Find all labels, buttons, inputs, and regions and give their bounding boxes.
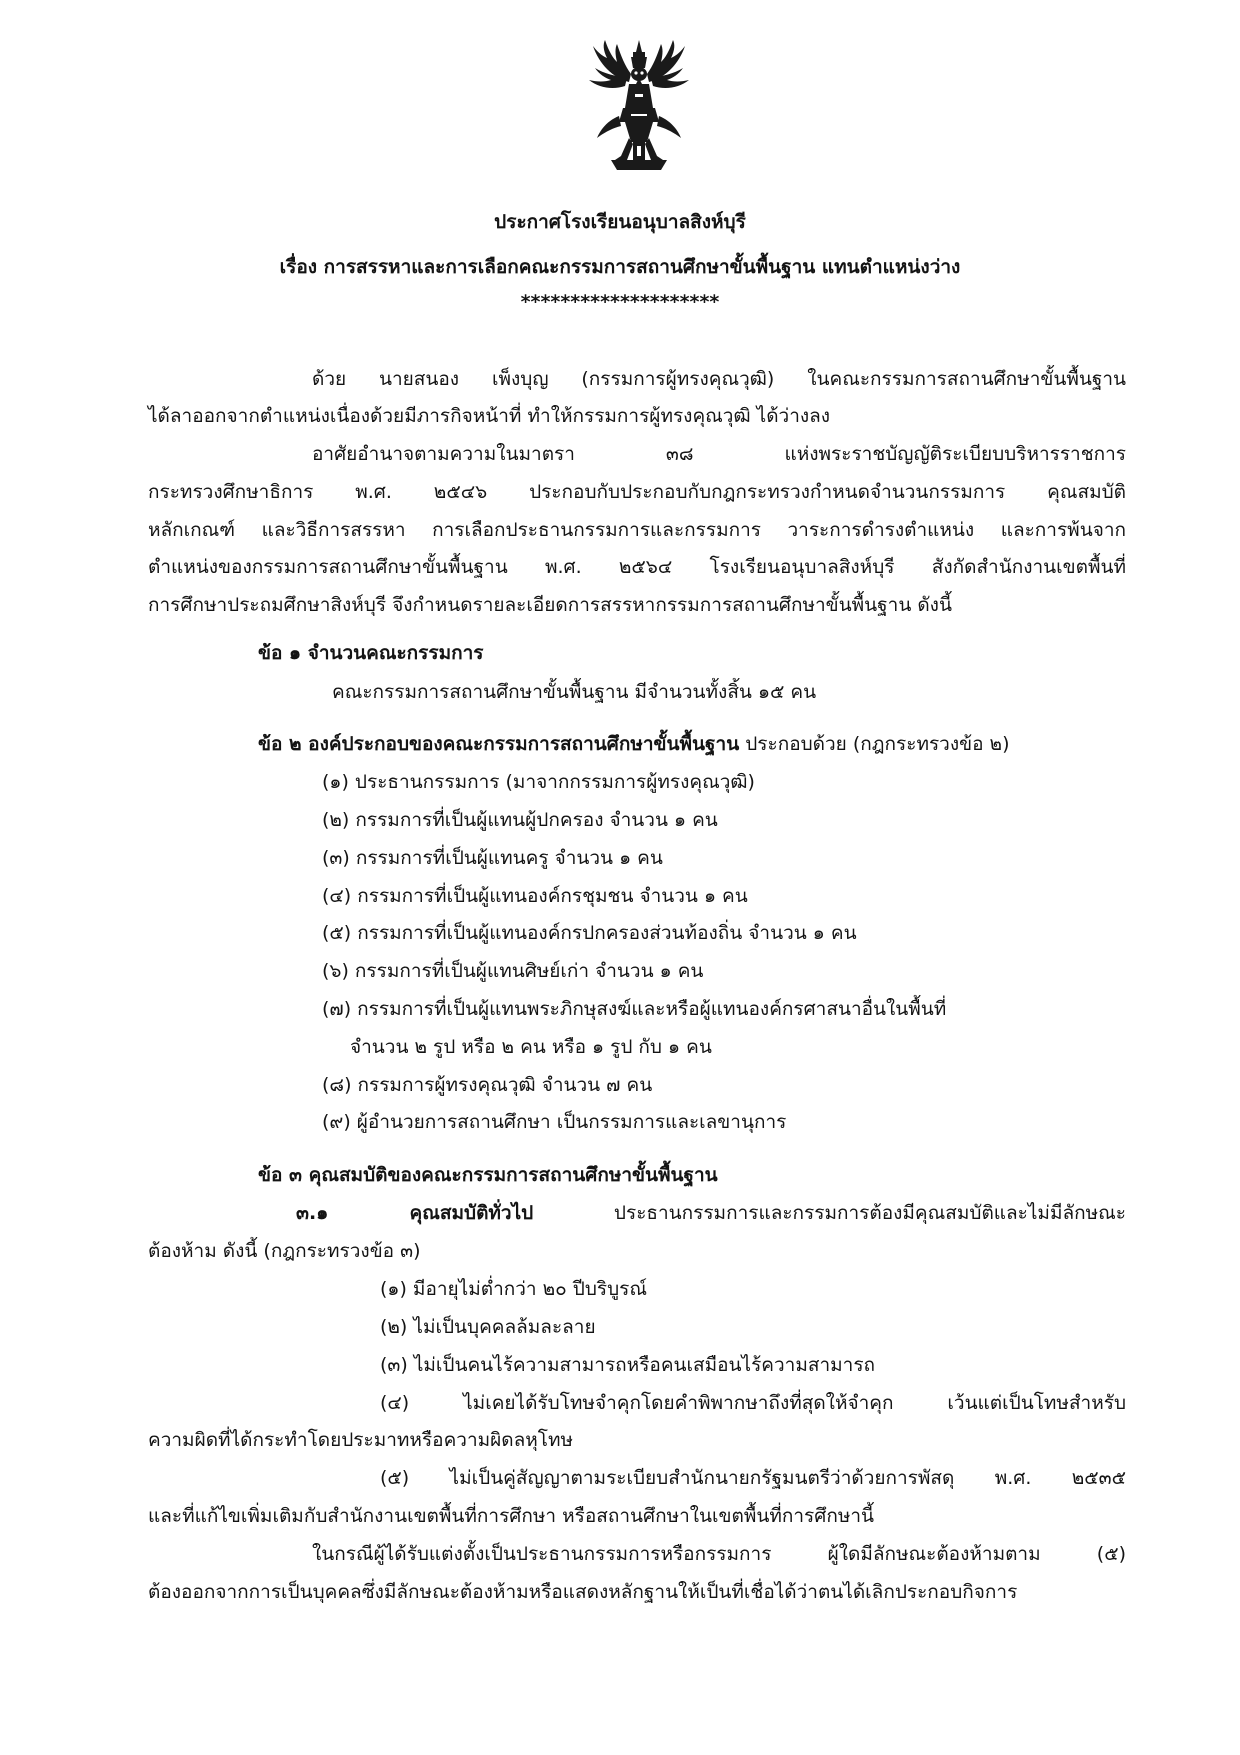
intro-line-4: กระทรวงศึกษาธิการ พ.ศ. ๒๕๔๖ ประกอบกับประกอบกับกฎกระทรวงกำหนดจำนวนกรรมการ คุณสมบัติ <box>148 481 1126 503</box>
intro-line-1: ด้วย นายสนอง เพ็งบุญ (กรรมการผู้ทรงคุณวุฒิ) ในคณะกรรมการสถานศึกษาขั้นพื้นฐาน <box>312 368 1126 390</box>
section3-item-5: (๕) ไม่เป็นคู่สัญญาตามระเบียบสำนักนายกรัฐมนตรีว่าด้วยการพัสดุ พ.ศ. ๒๕๓๕ <box>380 1467 1126 1489</box>
section2-heading: ข้อ ๒ องค์ประกอบของคณะกรรมการสถานศึกษาขั้นพื้นฐาน <box>258 733 740 755</box>
section3-item-1: (๑) มีอายุไม่ต่ำกว่า ๒๐ ปีบริบูรณ์ <box>380 1278 648 1300</box>
intro-line-3: อาศัยอำนาจตามความในมาตรา ๓๘ แห่งพระราชบัญญัติระเบียบบริหารราชการ <box>312 443 1126 465</box>
document-subject: เรื่อง การสรรหาและการเลือกคณะกรรมการสถานศึกษาขั้นพื้นฐาน แทนตำแหน่งว่าง <box>279 256 961 278</box>
section2-item-5: (๕) กรรมการที่เป็นผู้แทนองค์กรปกครองส่วนท้องถิ่น จำนวน ๑ คน <box>322 922 857 944</box>
section2-item-7-cont: จำนวน ๒ รูป หรือ ๒ คน หรือ ๑ รูป กับ ๑ คน <box>350 1036 712 1058</box>
section2-item-2: (๒) กรรมการที่เป็นผู้แทนผู้ปกครอง จำนวน ๑ คน <box>322 809 718 831</box>
section1-body: คณะกรรมการสถานศึกษาขั้นพื้นฐาน มีจำนวนทั้งสิ้น ๑๕ คน <box>332 681 817 703</box>
section3-sub-text2: ต้องห้าม ดังนี้ (กฎกระทรวงข้อ ๓) <box>148 1240 421 1262</box>
section3-sub-heading: ๓.๑ คุณสมบัติทั่วไป <box>296 1202 534 1224</box>
section2-item-1: (๑) ประธานกรรมการ (มาจากกรรมการผู้ทรงคุณวุฒิ) <box>322 771 755 793</box>
section3-item-4-cont: ความผิดที่ได้กระทำโดยประมาทหรือความผิดลหุโทษ <box>148 1429 574 1451</box>
section2-item-3: (๓) กรรมการที่เป็นผู้แทนครู จำนวน ๑ คน <box>322 847 663 869</box>
section2-item-8: (๘) กรรมการผู้ทรงคุณวุฒิ จำนวน ๗ คน <box>322 1074 653 1096</box>
section2-item-9: (๙) ผู้อำนวยการสถานศึกษา เป็นกรรมการและเลขานุการ <box>322 1111 787 1133</box>
title-separator: ******************** <box>520 291 720 313</box>
section3-note-line-2: ต้องออกจากการเป็นบุคคลซึ่งมีลักษณะต้องห้ามหรือแสดงหลักฐานให้เป็นที่เชื่อได้ว่าตนได้เลิกประกอบกิจการ <box>148 1581 1018 1603</box>
section3-item-3: (๓) ไม่เป็นคนไร้ความสามารถหรือคนเสมือนไร้ความสามารถ <box>380 1354 876 1376</box>
section2-heading-suffix: ประกอบด้วย (กฎกระทรวงข้อ ๒) <box>739 733 1010 755</box>
section1-heading: ข้อ ๑ จำนวนคณะกรรมการ <box>258 642 484 664</box>
intro-line-7: การศึกษาประถมศึกษาสิงห์บุรี จึงกำหนดรายละเอียดการสรรหากรรมการสถานศึกษาขั้นพื้นฐาน ดังนี้ <box>148 594 952 616</box>
section2-item-4: (๔) กรรมการที่เป็นผู้แทนองค์กรชุมชน จำนวน ๑ คน <box>322 885 748 907</box>
section3-sub-line <box>296 1198 1126 1228</box>
garuda-emblem-icon <box>585 38 693 174</box>
section3-item-4: (๔) ไม่เคยได้รับโทษจำคุกโดยคำพิพากษาถึงที่สุดให้จำคุก เว้นแต่เป็นโทษสำหรับ <box>380 1392 1126 1414</box>
section3-item-2: (๒) ไม่เป็นบุคคลล้มละลาย <box>380 1316 596 1338</box>
section2-item-7: (๗) กรรมการที่เป็นผู้แทนพระภิกษุสงฆ์และหรือผู้แทนองค์กรศาสนาอื่นในพื้นที่ <box>322 998 947 1020</box>
intro-line-5: หลักเกณฑ์ และวิธีการสรรหา การเลือกประธานกรรมการและกรรมการ วาระการดำรงตำแหน่ง และการพ้นจาก <box>148 519 1126 541</box>
section3-note-line-1: ในกรณีผู้ได้รับแต่งตั้งเป็นประธานกรรมการหรือกรรมการ ผู้ใดมีลักษณะต้องห้ามตาม (๕) <box>312 1543 1126 1565</box>
section3-heading: ข้อ ๓ คุณสมบัติของคณะกรรมการสถานศึกษาขั้นพื้นฐาน <box>258 1164 718 1186</box>
section2-item-6: (๖) กรรมการที่เป็นผู้แทนศิษย์เก่า จำนวน ๑ คน <box>322 960 704 982</box>
section2-heading-line <box>258 729 1010 759</box>
document-title: ประกาศโรงเรียนอนุบาลสิงห์บุรี <box>494 211 746 233</box>
intro-line-2: ได้ลาออกจากตำแหน่งเนื่องด้วยมีภารกิจหน้าที่ ทำให้กรรมการผู้ทรงคุณวุฒิ ได้ว่างลง <box>148 405 831 427</box>
section3-item-5-cont: และที่แก้ไขเพิ่มเติมกับสำนักงานเขตพื้นที่การศึกษา หรือสถานศึกษาในเขตพื้นที่การศึกษานี้ <box>148 1505 875 1527</box>
section3-sub-text: ประธานกรรมการและกรรมการต้องมีคุณสมบัติและไม่มีลักษณะ <box>533 1202 1126 1224</box>
intro-line-6: ตำแหน่งของกรรมการสถานศึกษาขั้นพื้นฐาน พ.ศ. ๒๕๖๔ โรงเรียนอนุบาลสิงห์บุรี สังกัดสำนักงานเขตพื้นที่ <box>148 556 1126 578</box>
